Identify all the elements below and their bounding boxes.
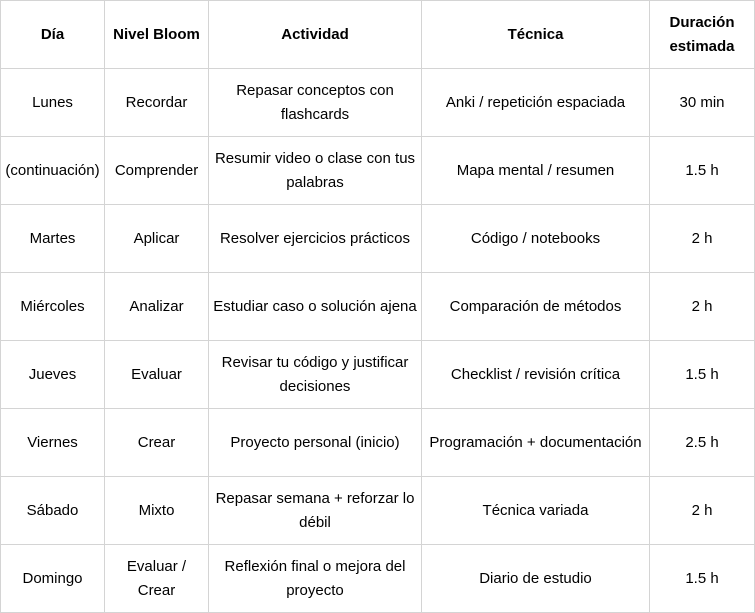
table-row [1,341,755,409]
cell-actividad: Proyecto personal (inicio) [209,409,422,477]
cell-dia: Jueves [1,341,105,409]
cell-actividad: Resolver ejercicios prácticos [209,205,422,273]
header-actividad: Actividad [209,1,422,69]
table-header [1,1,755,69]
cell-tecnica: Mapa mental / resumen [422,137,650,205]
cell-nivel: Evaluar [105,341,209,409]
cell-actividad: Repasar conceptos con flashcards [209,69,422,137]
cell-dia: Domingo [1,545,105,613]
table-row [1,137,755,205]
cell-nivel: Analizar [105,273,209,341]
cell-duracion: 2 h [650,273,755,341]
header-nivel-bloom: Nivel Bloom [105,1,209,69]
cell-tecnica: Checklist / revisión crítica [422,341,650,409]
cell-duracion: 1.5 h [650,341,755,409]
cell-nivel: Crear [105,409,209,477]
cell-nivel: Mixto [105,477,209,545]
cell-nivel: Recordar [105,69,209,137]
cell-dia: (continuación) [1,137,105,205]
cell-duracion: 1.5 h [650,545,755,613]
cell-actividad: Repasar semana + reforzar lo débil [209,477,422,545]
cell-tecnica: Técnica variada [422,477,650,545]
cell-nivel: Aplicar [105,205,209,273]
cell-actividad: Reflexión final o mejora del proyecto [209,545,422,613]
cell-duracion: 30 min [650,69,755,137]
table-row [1,69,755,137]
cell-duracion: 2 h [650,205,755,273]
table-row [1,545,755,613]
cell-tecnica: Programación + documentación [422,409,650,477]
cell-nivel: Comprender [105,137,209,205]
table-body [1,69,755,613]
table-row [1,273,755,341]
cell-tecnica: Comparación de métodos [422,273,650,341]
cell-duracion: 1.5 h [650,137,755,205]
table-row [1,477,755,545]
cell-dia: Miércoles [1,273,105,341]
header-row [1,1,755,69]
cell-tecnica: Código / notebooks [422,205,650,273]
cell-tecnica: Diario de estudio [422,545,650,613]
cell-dia: Sábado [1,477,105,545]
table-row [1,205,755,273]
cell-nivel: Evaluar / Crear [105,545,209,613]
cell-actividad: Resumir video o clase con tus palabras [209,137,422,205]
cell-duracion: 2.5 h [650,409,755,477]
table-row [1,409,755,477]
header-dia: Día [1,1,105,69]
cell-actividad: Revisar tu código y justificar decisiones [209,341,422,409]
cell-dia: Lunes [1,69,105,137]
header-duracion: Duración estimada [650,1,755,69]
header-tecnica: Técnica [422,1,650,69]
cell-duracion: 2 h [650,477,755,545]
cell-tecnica: Anki / repetición espaciada [422,69,650,137]
cell-dia: Viernes [1,409,105,477]
cell-actividad: Estudiar caso o solución ajena [209,273,422,341]
cell-dia: Martes [1,205,105,273]
